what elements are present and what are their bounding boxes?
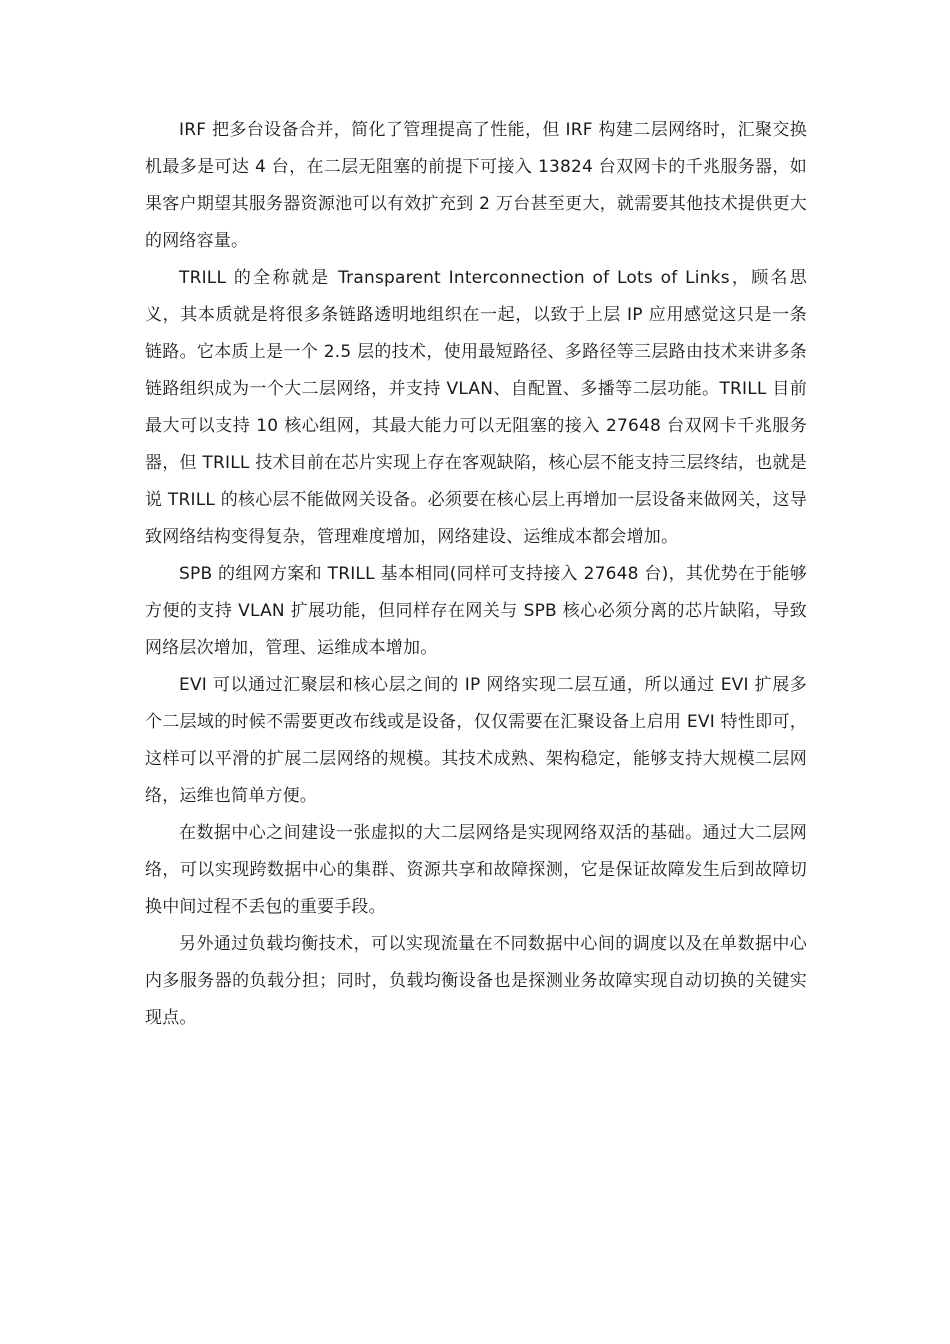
paragraph-dual-active: 在数据中心之间建设一张虚拟的大二层网络是实现网络双活的基础。通过大二层网络，可以实现跨数据中心的集群、资源共享和故障探测，它是保证故障发生后到故障切换中间过程不丢包的重要手段。 bbox=[145, 823, 807, 917]
paragraph-evi: EVI 可以通过汇聚层和核心层之间的 IP 网络实现二层互通，所以通过 EVI 扩展多个二层域的时候不需要更改布线或是设备，仅仅需要在汇聚设备上启用 EVI 特性即可，这样可以平滑的扩展二层网络的规模。其技术成熟、架构稳定，能够支持大规模二层网络，运维也简单方便。 bbox=[145, 675, 807, 806]
paragraph-spb: SPB 的组网方案和 TRILL 基本相同(同样可支持接入 27648 台)，其优势在于能够方便的支持 VLAN 扩展功能，但同样存在网关与 SPB 核心必须分离的芯片缺陷，导致网络层次增加，管理、运维成本增加。 bbox=[145, 564, 807, 658]
paragraph-trill: TRILL 的全称就是 Transparent Interconnection of Lots of Links，顾名思义，其本质就是将很多条链路透明地组织在一起，以致于上层 IP 应用感觉这只是一条链路。它本质上是一个 2.5 层的技术，使用最短路径、多路径等三层路由技术来讲多条链路组织成为一个大二层网络，并支持 VLAN、自配置、多播等二层功能。TRILL 目前最大可以支持 10 核心组网，其最大能力可以无阻塞的接入 27648 台双网卡千兆服务器，但 TRILL 技术目前在芯片实现上存在客观缺陷，核心层不能支持三层终结，也就是说 TRILL 的核心层不能做网关设备。必须要在核心层上再增加一层设备来做网关，这导致网络结构变得复杂，管理难度增加，网络建设、运维成本都会增加。 bbox=[145, 268, 807, 547]
document-body bbox=[145, 112, 807, 1037]
paragraph-irf: IRF 把多台设备合并，简化了管理提高了性能，但 IRF 构建二层网络时，汇聚交换机最多是可达 4 台，在二层无阻塞的前提下可接入 13824 台双网卡的千兆服务器，如果客户期望其服务器资源池可以有效扩充到 2 万台甚至更大，就需要其他技术提供更大的网络容量。 bbox=[145, 120, 807, 251]
paragraph-load-balancing: 另外通过负载均衡技术，可以实现流量在不同数据中心间的调度以及在单数据中心内多服务器的负载分担；同时，负载均衡设备也是探测业务故障实现自动切换的关键实现点。 bbox=[145, 934, 807, 1028]
